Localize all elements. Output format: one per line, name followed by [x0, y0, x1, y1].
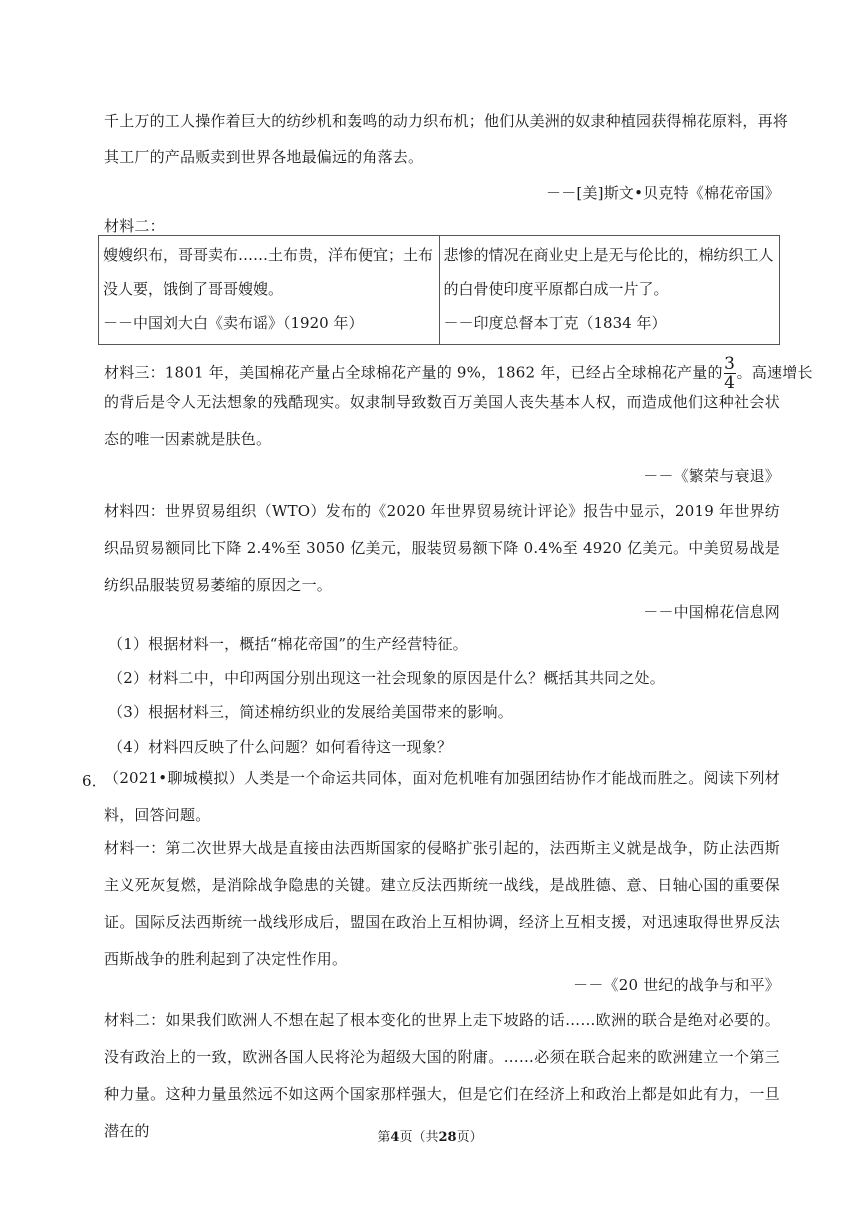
page-total: 28	[438, 1130, 457, 1145]
material-two-table	[98, 235, 780, 345]
page-footer	[0, 1126, 860, 1145]
material-three-text: 材料三：1801 年，美国棉花产量占全球棉花产量的 9%，1862 年，已经占全球棉花产量的	[104, 363, 723, 382]
paragraph-block: 材料一：第二次世界大战是直接由法西斯国家的侵略扩张引起的，法西斯主义就是战争，防止法西斯主义死灰复燃，是消除战争隐患的关键。建立反法西斯统一战线，是战胜德、意、日轴心国的重要保证。国际反法西斯统一战线形成后，盟国在政治上互相协调，经济上互相支援，对迅速取得世界反法西斯战争的胜利起到了决定性作用。	[104, 839, 780, 968]
cell-source: －－中国刘大白《卖布谣》（1920 年）	[103, 314, 364, 332]
paragraph-line: 其工厂的产品贩卖到世界各地最偏远的角落去。	[104, 148, 424, 166]
question-number: 6．	[82, 772, 107, 790]
cell-text: 嫂嫂织布，哥哥卖布……土布贵，洋布便宜；土布没人要，饿倒了哥哥嫂嫂。	[103, 246, 434, 298]
question-item: （1）根据材料一，概括“棉花帝国”的生产经营特征。	[108, 635, 468, 653]
material-three-text: 。高速增长	[736, 363, 813, 382]
fraction-numerator: 3	[724, 354, 736, 374]
fraction-denominator: 4	[724, 373, 736, 393]
paragraph-line: 千上万的工人操作着巨大的纺纱机和轰鸣的动力织布机；他们从美洲的奴隶种植园获得棉花原料，再将	[104, 112, 789, 130]
question-item: （2）材料二中，中印两国分别出现这一社会现象的原因是什么？概括其共同之处。	[108, 669, 665, 687]
paragraph-block: 材料二：如果我们欧洲人不想在起了根本变化的世界上走下坡路的话……欧洲的联合是绝对必要的。没有政治上的一致，欧洲各国人民将沦为超级大国的附庸。……必须在联合起来的欧洲建立一个第三种力量。这种力量虽然远不如这两个国家那样强大，但是它们在经济上和政治上都是如此有力，一旦潜在的	[104, 1011, 780, 1140]
question-item: （4）材料四反映了什么问题？如何看待这一现象？	[108, 738, 453, 756]
paragraph-block: 的背后是令人无法想象的残酷现实。奴隶制导致数百万美国人丧失基本人权，而造成他们这种社会状态的唯一因素就是肤色。	[104, 393, 780, 448]
footer-text: 页）	[456, 1130, 483, 1145]
source-citation: －－《繁荣与衰退》	[643, 467, 780, 485]
question-intro: （2021•聊城模拟）人类是一个命运共同体，面对危机唯有加强团结协作才能战而胜之。阅读下列材料，回答问题。	[104, 769, 780, 824]
source-citation: －－《20 世纪的战争与和平》	[573, 976, 780, 994]
table-cell-china	[99, 236, 440, 345]
cell-text: 悲惨的情况在商业史上是无与伦比的，棉纺织工人的白骨使印度平原都白成一片了。	[443, 246, 774, 298]
table-cell-india	[439, 236, 780, 345]
source-citation: －－[美]斯文•贝克特《棉花帝国》	[546, 184, 780, 202]
source-citation: －－中国棉花信息网	[643, 603, 780, 621]
footer-text: 页（共	[399, 1130, 439, 1145]
page-number: 4	[390, 1130, 400, 1145]
material-label: 材料二：	[104, 217, 165, 235]
paragraph-block: 材料四：世界贸易组织（WTO）发布的《2020 年世界贸易统计评论》报告中显示，2019 年世界纺织品贸易额同比下降 2.4%至 3050 亿美元，服装贸易额下降 0.4%至 4920 亿美元。中美贸易战是纺织品服装贸易萎缩的原因之一。	[104, 502, 780, 594]
cell-source: －－印度总督本丁克（1834 年）	[443, 314, 667, 332]
question-item: （3）根据材料三，简述棉纺织业的发展给美国带来的影响。	[108, 703, 513, 721]
footer-text: 第	[377, 1130, 391, 1145]
